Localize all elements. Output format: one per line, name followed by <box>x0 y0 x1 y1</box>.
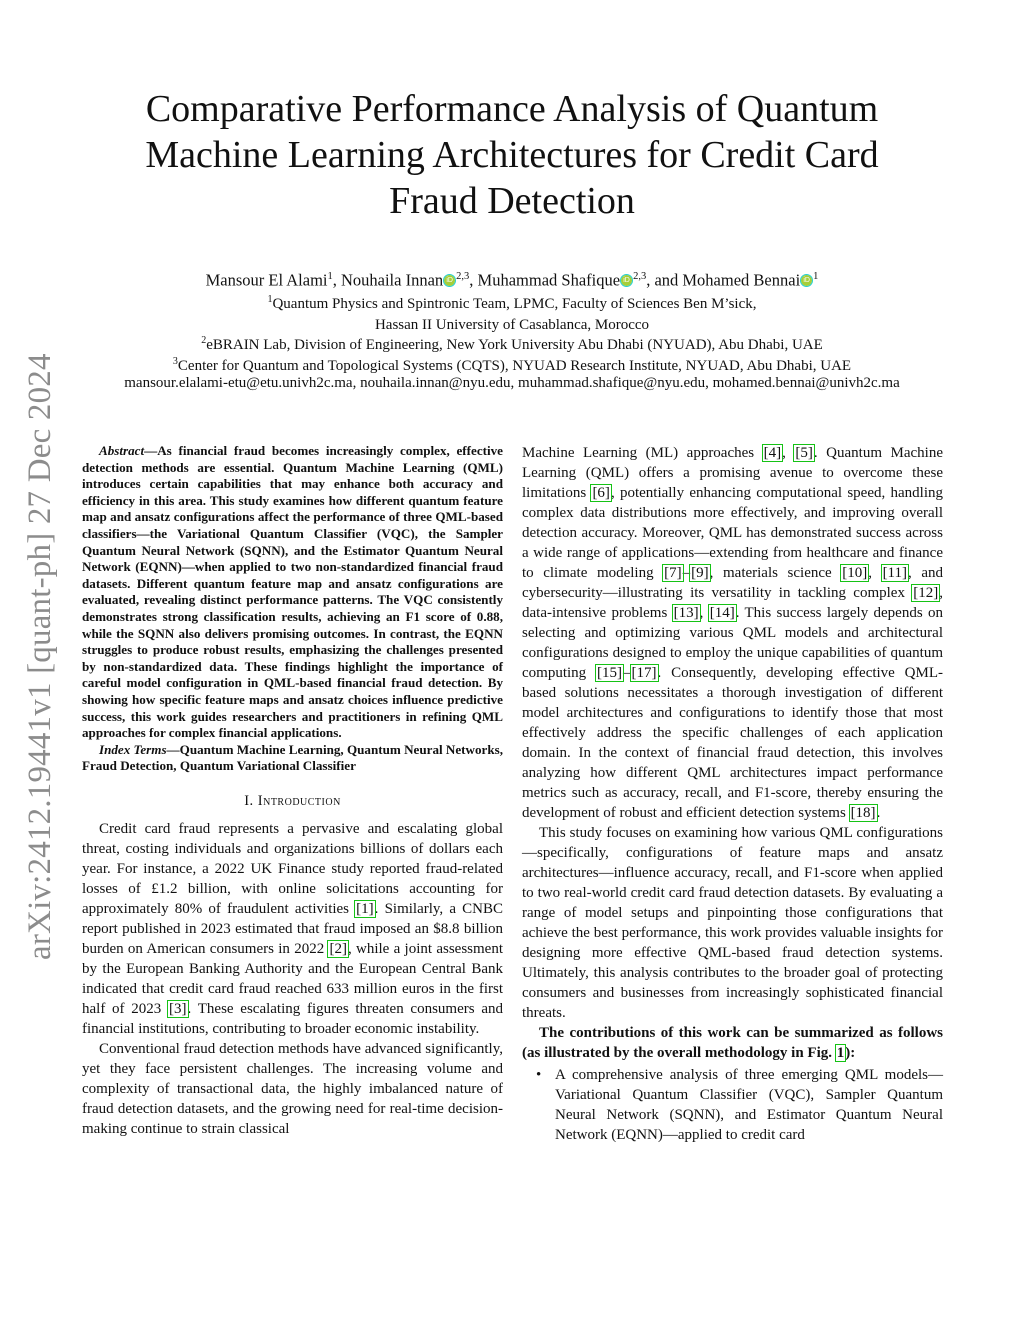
orcid-icon[interactable]: iD <box>444 275 455 286</box>
paragraph-text: . This success largely depends on selecting and optimizing various QML models and architectural configurations designed to employ the unique capabilities of quantum computing <box>522 605 943 681</box>
citation-link[interactable]: [3] <box>169 1000 187 1017</box>
author-name: Nouhaila Innan <box>340 270 444 290</box>
study-focus-paragraph: This study focuses on examining how various QML configurations—specifically, configurations of feature maps and ansatz architectures—influence accuracy, recall, and F1-score when applied to two real-world credit card fraud detection datasets. By evaluating a range of model setups and pinpointing those configurations that achieve the best performance, this work provides valuable insights for designing more effective QML-based fraud detection systems. Ultimately, this analysis contributes to the broader goal of protecting consumers and businesses from increasingly sophisticated financial threats. <box>522 825 943 1021</box>
orcid-icon[interactable]: iD <box>621 275 632 286</box>
citation-link[interactable]: [6] <box>592 485 610 501</box>
title-line: Comparative Performance Analysis of Quantum <box>145 88 879 130</box>
orcid-icon[interactable]: iD <box>801 275 812 286</box>
citation-link[interactable]: [12] <box>913 585 939 601</box>
paragraph-text: , data-intensive problems <box>522 585 943 621</box>
paragraph-text: The contributions of this work can be summarized as follows (as illustrated by the overall methodology in Fig. <box>522 1025 943 1061</box>
citation-link[interactable]: [1] <box>356 900 374 917</box>
citation-link[interactable]: [11] <box>882 565 907 581</box>
author-affiliation-mark: 1 <box>327 271 333 282</box>
affiliation-mark: 3 <box>172 356 178 367</box>
abstract-label: Abstract <box>99 443 145 458</box>
abstract <box>82 443 503 742</box>
affiliation-text: Hassan II University of Casablanca, Morocco <box>374 317 650 333</box>
citation-link[interactable]: [15] <box>597 665 622 681</box>
paragraph-text: Machine Learning (ML) approaches <box>522 445 763 461</box>
paragraph-text: , and cybersecurity—illustrating its versatility in tackling complex <box>522 565 943 601</box>
citation-link[interactable]: [18] <box>850 805 876 821</box>
citation-link[interactable]: [5] <box>795 445 813 461</box>
title-line: Machine Learning Architectures for Credit Card <box>145 134 879 176</box>
paragraph-text: . <box>876 805 881 821</box>
author-list: Mansour El Alami$^1$, Nouhaila Innan iD $^{2,3}$, Muhammad Shafique iD $^{2,3}$, and Mohamed Bennai iD $^1$ <box>205 270 819 290</box>
intro-paragraph: Conventional fraud detection methods have advanced significantly, yet they face persistent challenges. The increasing volume and complexity of transactional data, the highly imbalanced nature of fraud detection datasets, and the growing need for real-time decision-making continue to strain classical <box>82 1040 503 1137</box>
citation-link[interactable]: [13] <box>673 605 699 621</box>
author-affiliation-mark: 2,3 <box>456 271 470 282</box>
paragraph-text: , materials science <box>709 565 842 581</box>
affiliation-text: Center for Quantum and Topological Systems (CQTS), NYUAD Research Institute, NYUAD, Abu Dhabi, UAE <box>177 358 852 374</box>
author-name: Mansour El Alami <box>205 270 328 290</box>
citation-link[interactable]: [17] <box>631 665 657 681</box>
paragraph-text: . These escalating figures threaten consumers and financial institutions, contributing to broader economic instability. <box>82 1000 503 1037</box>
right-column <box>522 443 943 1145</box>
list-item: • A comprehensive analysis of three emerging QML models—Variational Quantum Classifier (VQC), Sampler Quantum Neural Network (SQNN), and Estimator Quantum Neural Network (EQNN)—applied to credit card <box>555 1065 943 1145</box>
author-emails[interactable]: mansour.elalami-etu@etu.univh2c.ma, nouhaila.innan@nyu.edu, muhammad.shafique@nyu.edu, mohamed.bennai@univh2c.ma <box>124 375 900 391</box>
author-affiliation-mark: 1 <box>813 271 819 282</box>
paragraph-text: , while a joint assessment by the European Banking Authority and the European Central Bank indicated that credit card fraud reached 633 million euros in the first half of 2023 <box>82 940 503 1017</box>
paragraph-text: , <box>868 565 882 581</box>
contributions-list <box>522 1065 943 1145</box>
paragraph-text: Credit card fraud represents a pervasive and escalating global threat, costing individuals and organizations billions of dollars each year. For instance, a 2022 UK Finance study reported fraud-related losses of £1.2 billion, with online solicitations accounting for approximately 80% of fraudulent activities <box>82 820 503 917</box>
paragraph-text: . Similarly, a CNBC report published in 2023 estimated that fraud imposed an $8.8 billion burden on American consumers in 2022 <box>82 900 503 957</box>
citation-link[interactable]: [2] <box>329 940 347 957</box>
paragraph-text: – <box>682 565 691 581</box>
arxiv-identifier: arXiv:2412.19441v1 [quant-ph] 27 Dec 2024 <box>22 353 58 960</box>
citation-link[interactable]: [10] <box>842 565 868 581</box>
citation-link[interactable]: [14] <box>709 605 735 621</box>
paragraph-text: ): <box>845 1045 856 1061</box>
contributions-lead <box>522 1023 943 1063</box>
paragraph-text: , <box>699 605 709 621</box>
paragraph-text: , potentially enhancing computational speed, handling complex data distributions more effectively, and improving overall detection accuracy. Moreover, QML has demonstrated success across a wide range of applications—extending from healthcare and finance to climate modeling <box>522 485 944 581</box>
index-terms-label: Index Terms <box>99 741 167 757</box>
paragraph-text: . Quantum Machine Learning (QML) offers a promising avenue to overcome these limitations <box>522 445 943 501</box>
left-column <box>82 443 503 1139</box>
citation-link[interactable]: [4] <box>763 445 782 461</box>
figure-link[interactable]: 1 <box>836 1045 845 1061</box>
affiliation-text: eBRAIN Lab, Division of Engineering, New York University Abu Dhabi (NYUAD), Abu Dhabi, UAE <box>206 337 823 353</box>
paragraph-text: , <box>782 445 795 461</box>
intro-paragraph <box>82 819 503 1039</box>
author-name: and Mohamed Bennai <box>654 270 801 290</box>
citation-link[interactable]: [7] <box>664 565 682 581</box>
affiliation-mark: 1 <box>267 294 273 305</box>
citation-link[interactable]: [9] <box>691 565 709 581</box>
abstract-text: —As financial fraud becomes increasingly complex, effective detection methods are essential. Quantum Machine Learning (QML) introduces certain capabilities that may enhance both accuracy and efficiency in this area. This study examines how different quantum feature map and ansatz configurations affect the performance of three QML-based classifiers—the Variational Quantum Classifier (VQC), the Sampler Quantum Neural Network (SQNN), and the Estimator Quantum Neural Network (EQNN)—when applied to two non-standardized financial fraud datasets. Different quantum feature map and ansatz configurations are evaluated, revealing distinct performance patterns. The VQC consistently demonstrates strong classification results, achieving an F1 score of 0.88, while the SQNN also delivers promising outcomes. In contrast, the EQNN struggles to produce robust results, emphasizing the challenges presented by non-standardized data. These findings highlight the importance of careful model configuration in QML-based financial fraud detection. By showing how specific feature maps and ansatz choices influence predictive success, this work guides researchers and practitioners in refining QML approaches for complex financial applications. <box>82 443 503 741</box>
title-line: Fraud Detection <box>389 180 635 222</box>
section-heading-introduction: I. Introduction <box>244 792 341 809</box>
index-terms <box>82 742 503 775</box>
paper-title <box>80 86 944 224</box>
paragraph-text: – <box>623 665 631 681</box>
index-terms-text: —Quantum Machine Learning, Quantum Neural Networks, Fraud Detection, Quantum Variational Classifier <box>82 741 503 774</box>
paragraph-text: . Consequently, developing effective QML-based solutions necessitates a thorough investigation of different model architectures and configurations to identify those that most effectively address the specific challenges of each application domain. In the context of financial fraud detection, this involves analyzing how different QML architectures impact performance metrics such as accuracy, recall, and F1-score, thereby ensuring the development of robust and efficient detection systems <box>522 665 943 821</box>
affiliation-text: Quantum Physics and Spintronic Team, LPMC, Faculty of Sciences Ben M’sick, <box>272 296 757 312</box>
intro-paragraph-continued <box>522 443 943 823</box>
author-affiliation-mark: 2,3 <box>633 271 647 282</box>
author-name: Muhammad Shafique <box>477 270 621 290</box>
affiliation-mark: 2 <box>201 335 207 346</box>
